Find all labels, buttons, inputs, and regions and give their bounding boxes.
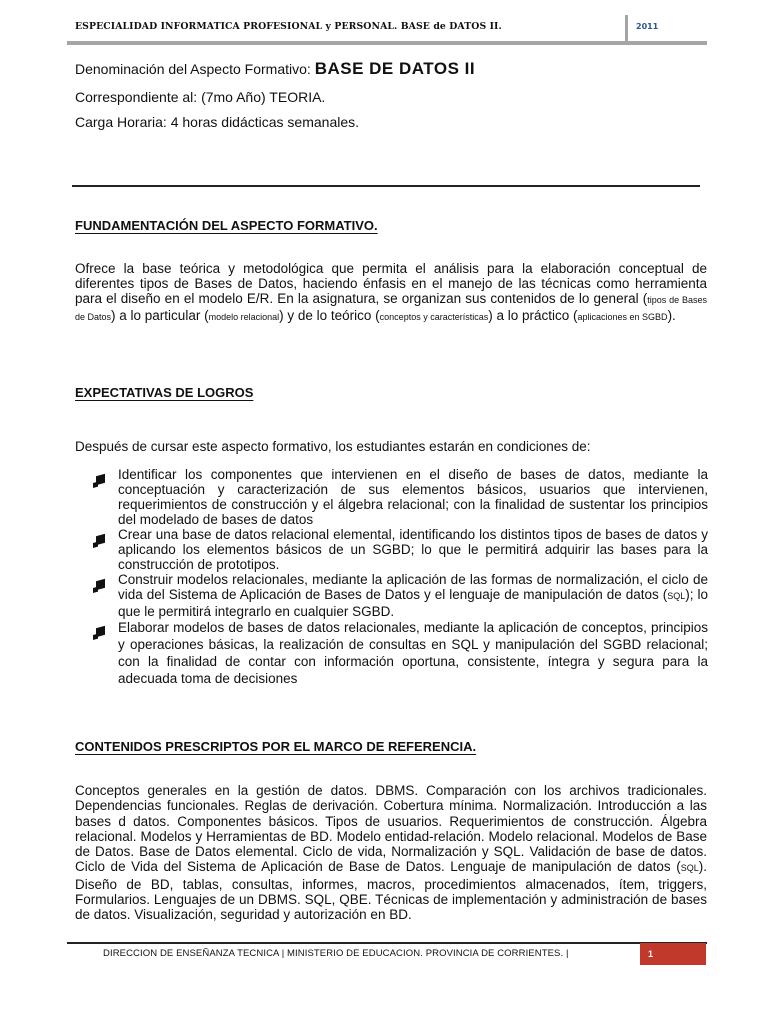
expectativas-intro: Después de cursar este aspecto formativo, los estudiantes estarán en condiciones de:	[75, 439, 591, 454]
contenidos-paragraph: Conceptos generales en la gestión de datos. DBMS. Comparación con los archivos tradicionales. Dependencias funcionales. Reglas de derivación. Cobertura mínima. Normalización. Introducción a las bases d datos. Componentes básicos. Tipos de usuarios. Requerimientos de construcción. Álgebra relacional. Modelos y Herramientas de BD. Modelo entidad-relación. Modelo relacional. Modelos de Base de Datos. Base de Datos elemental. Ciclo de vida, Normalización y SQL. Validación de base de datos. Ciclo de Vida del Sistema de Aplicación de Base de Datos. Lenguaje de manipulación de datos (SQL). Diseño de BD, tablas, consultas, informes, macros, procedimientos almacenados, ítem, triggers, Formularios. Lenguajes de un DBMS. SQL, QBE. Técnicas de implementación y administración de bases de datos. Visualización, seguridad y autorización en BD.	[75, 783, 707, 923]
page-number-box	[640, 943, 706, 965]
header-year: 2011	[636, 22, 659, 31]
footer-text: DIRECCION DE ENSEÑANZA TECNICA | MINISTERIO DE EDUCACION. PROVINCIA DE CORRIENTES. |	[103, 948, 569, 959]
expectativas-list	[96, 467, 708, 687]
list-item: Elaborar modelos de bases de datos relacionales, mediante la aplicación de conceptos, principios y operaciones básicas, la realización de consultas en SQL y manipulación del SGBD relacional; con la finalidad de contar con información oportuna, consistente, íntegra y segura para la adecuada toma de decisiones	[96, 619, 708, 687]
header-rule	[67, 41, 707, 45]
footer-rule	[67, 942, 707, 944]
list-item: Identificar los componentes que intervienen en el diseño de bases de datos, mediante la conceptuación y caracterización de sus elementos básicos, usuarios que intervienen, requerimientos de construcción y el álgebra relacional; con la finalidad de sustentar los principios del modelado de bases de datos	[96, 467, 708, 527]
carga-horaria-line: Carga Horaria: 4 horas didácticas semanales.	[75, 114, 360, 130]
running-header-title: ESPECIALIDAD INFORMATICA PROFESIONAL y PERSONAL. BASE de DATOS II.	[75, 21, 502, 32]
list-item: Construir modelos relacionales, mediante la aplicación de las formas de normalización, el ciclo de vida del Sistema de Aplicación de Bases de Datos y el lenguaje de manipulación de datos (SQL); lo que le permitirá integrarlo en cualquier SGBD.	[96, 572, 708, 619]
denominacion-label: Denominación del Aspecto Formativo:	[75, 61, 311, 77]
list-item: Crear una base de datos relacional elemental, identificando los distintos tipos de bases de datos y aplicando los elementos básicos de un SGBD; lo que le permitirá adquirir las bases para la construcción de prototipos.	[96, 527, 708, 572]
page-number: 1	[648, 949, 654, 959]
bullet-icon	[96, 626, 105, 637]
denominacion-line	[75, 59, 475, 79]
bullet-icon	[96, 579, 105, 590]
bullet-icon	[96, 474, 105, 485]
section-separator	[72, 185, 700, 187]
expectativas-heading: EXPECTATIVAS DE LOGROS	[75, 385, 254, 400]
fundamentacion-paragraph: Ofrece la base teórica y metodológica que permita el análisis para la elaboración conceptual de diferentes tipos de Bases de Datos, haciendo énfasis en el manejo de las técnicas como herramienta para el diseño en el modelo E/R. En la asignatura, se organizan sus contenidos de lo general (tipos de Bases de Datos) a lo particular (modelo relacional) y de lo teórico (conceptos y características) a lo práctico (aplicaciones en SGBD).	[75, 261, 707, 323]
fundamentacion-heading: FUNDAMENTACIÓN DEL ASPECTO FORMATIVO.	[75, 218, 378, 233]
bullet-icon	[96, 534, 105, 545]
contenidos-heading: CONTENIDOS PRESCRIPTOS POR EL MARCO DE REFERENCIA.	[75, 739, 477, 754]
correspondiente-line: Correspondiente al: (7mo Año) TEORIA.	[75, 89, 326, 105]
header-divider	[625, 15, 628, 43]
course-title: BASE DE DATOS II	[314, 59, 476, 78]
